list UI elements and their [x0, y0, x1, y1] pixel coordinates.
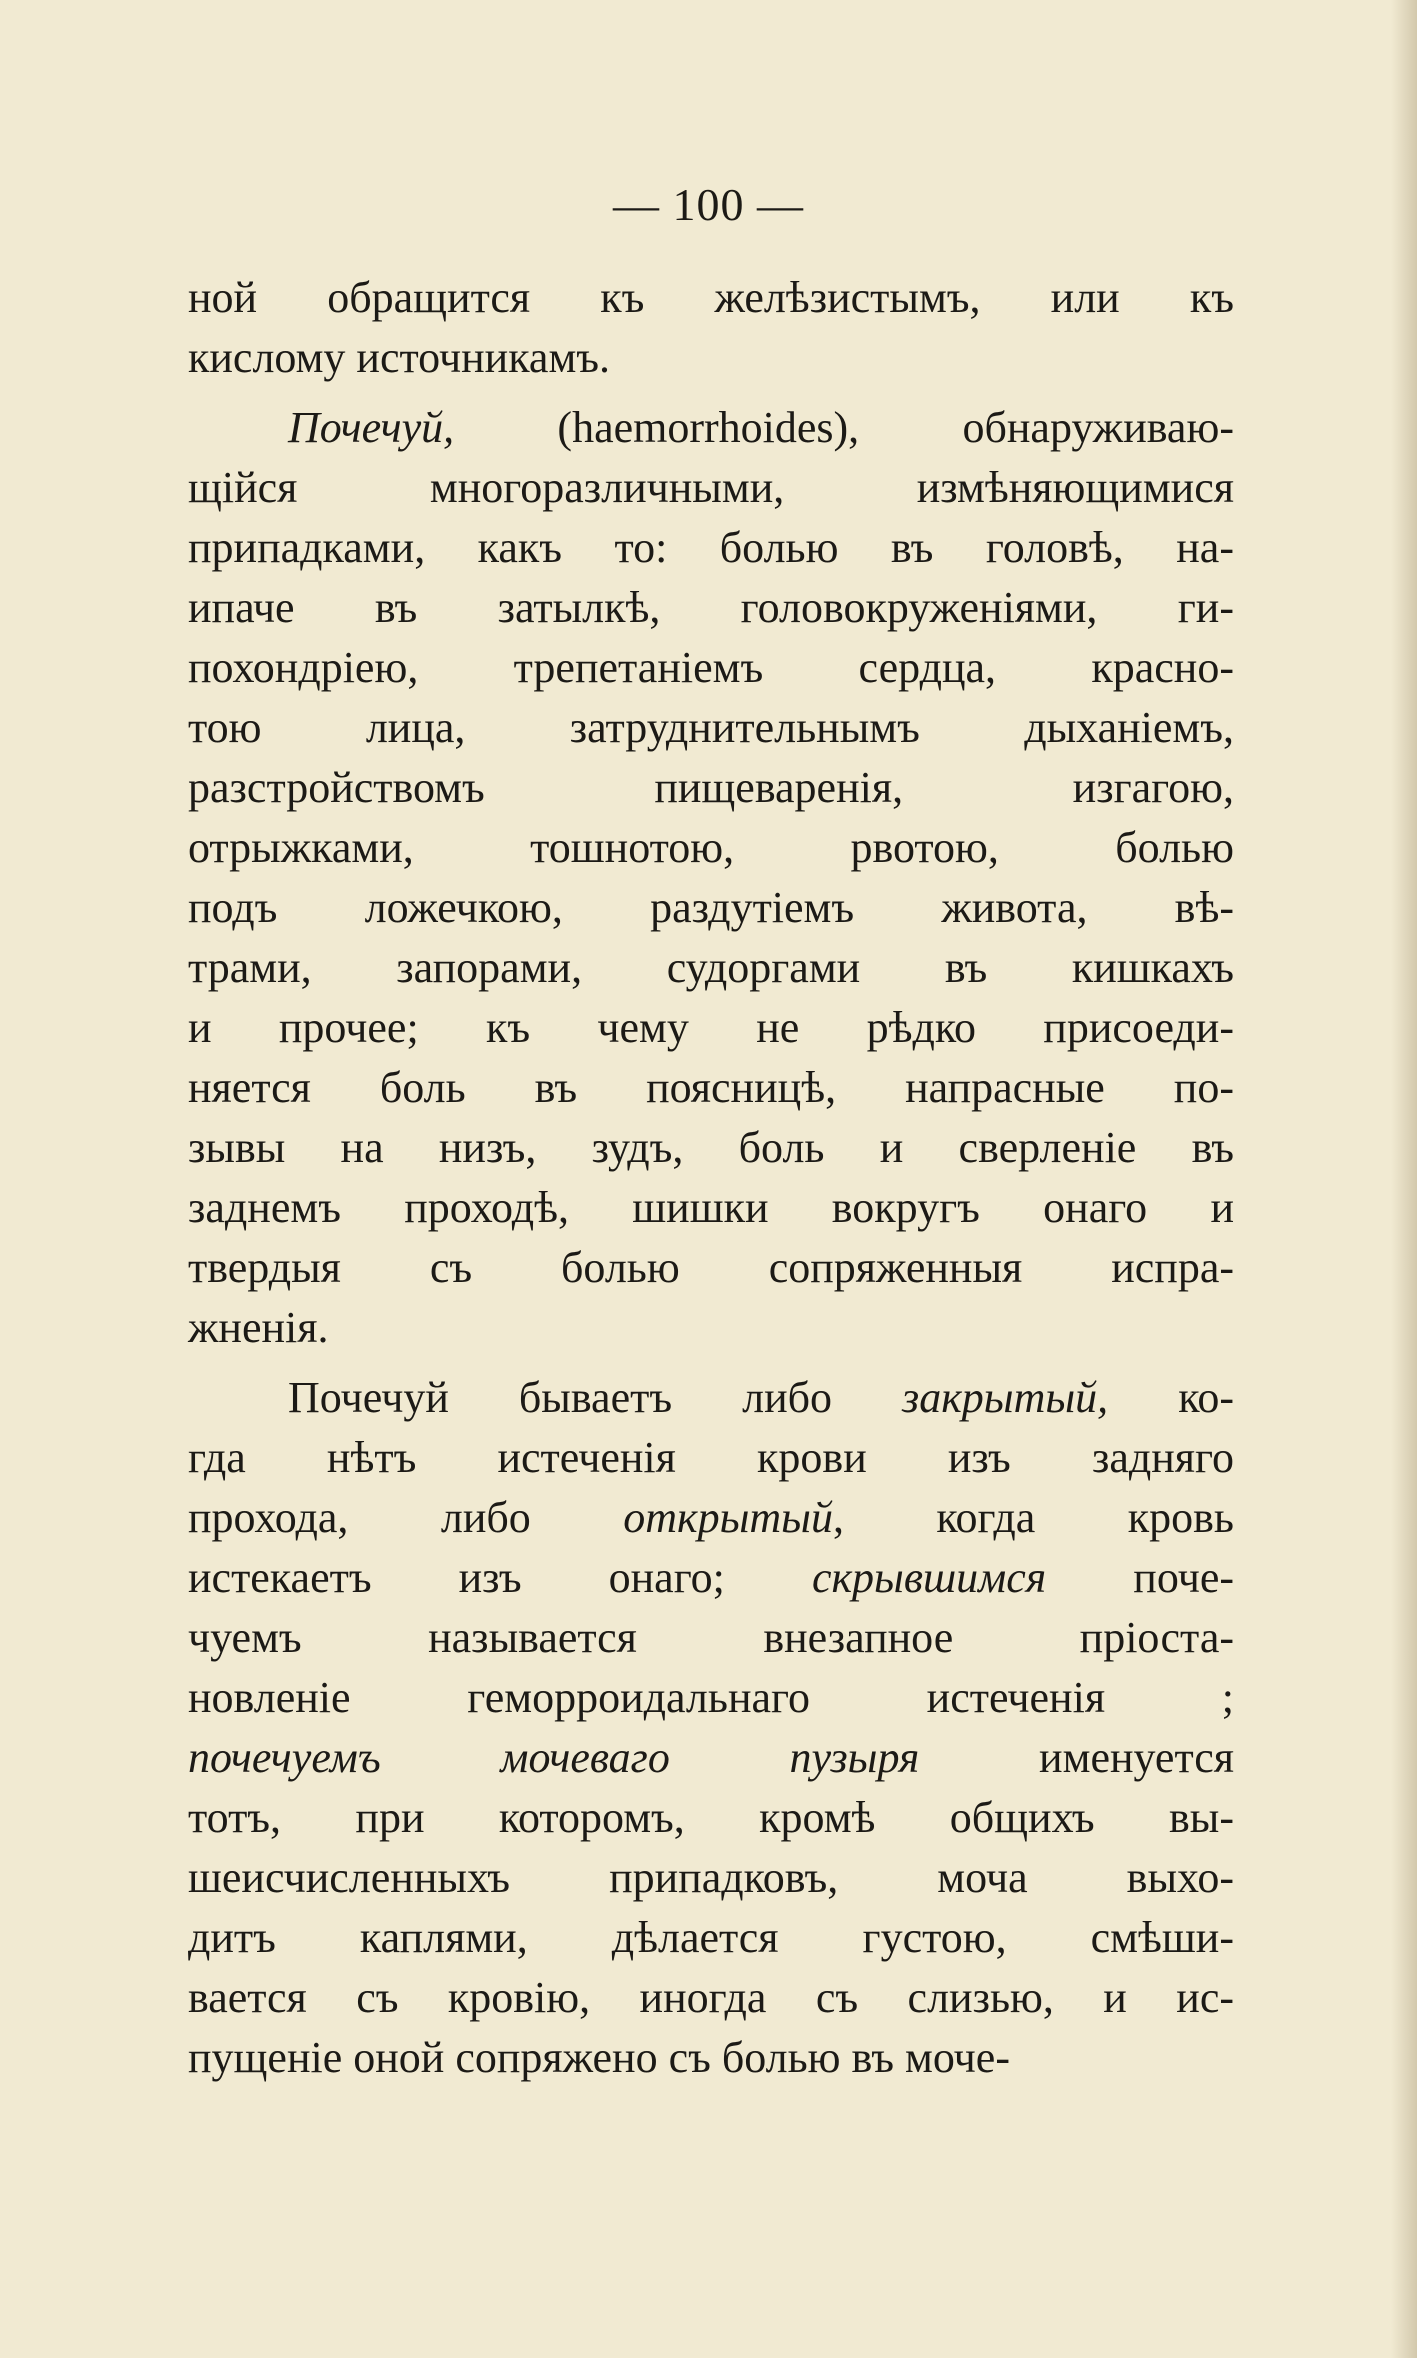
- text-run: разстройствомъ пищеваренія, изгагою,: [188, 763, 1234, 812]
- text-line: [188, 1178, 1234, 1238]
- text-run: жненія.: [188, 1303, 329, 1352]
- text-line: [188, 518, 1234, 578]
- text-run: (haemorrhoides), обнаруживаю-: [454, 403, 1234, 452]
- text-line: [188, 758, 1234, 818]
- text-run: поче-: [1046, 1553, 1235, 1602]
- text-line: [188, 878, 1234, 938]
- text-line: [188, 1908, 1234, 1968]
- text-line: [188, 818, 1234, 878]
- text-run: припадками, какъ то: болью въ головѣ, на-: [188, 523, 1234, 572]
- text-line: [188, 698, 1234, 758]
- text-run: тою лица, затруднительнымъ дыханіемъ,: [188, 703, 1234, 752]
- text-run: именуется: [919, 1733, 1234, 1782]
- text-run: ной обращится къ желѣзистымъ, или къ: [188, 273, 1234, 322]
- text-run: твердыя съ болью сопряженныя испра-: [188, 1243, 1234, 1292]
- text-line: [188, 328, 1234, 388]
- text-run: вается съ кровію, иногда съ слизью, и ис-: [188, 1973, 1234, 2022]
- paragraph: [188, 398, 1234, 1358]
- text-run: тотъ, при которомъ, кромѣ общихъ вы-: [188, 1793, 1234, 1842]
- text-run: пущеніе оной сопряжено съ болью въ моче-: [188, 2033, 1010, 2082]
- text-line: [188, 268, 1234, 328]
- text-run: Почечуй бываетъ либо: [288, 1373, 903, 1422]
- text-line: [188, 1848, 1234, 1908]
- text-line: [188, 1058, 1234, 1118]
- italic-term: открытый: [623, 1493, 833, 1542]
- text-run: подъ ложечкою, раздутіемъ живота, вѣ-: [188, 883, 1234, 932]
- italic-term: Почечуй,: [288, 403, 455, 452]
- text-run: шеисчисленныхъ припадковъ, моча выхо-: [188, 1853, 1234, 1902]
- text-line: [188, 1428, 1234, 1488]
- text-run: отрыжками, тошнотою, рвотою, болью: [188, 823, 1234, 872]
- text-run: заднемъ проходѣ, шишки вокругъ онаго и: [188, 1183, 1234, 1232]
- text-run: трами, запорами, судоргами въ кишкахъ: [188, 943, 1234, 992]
- text-run: и прочее; къ чему не рѣдко присоеди-: [188, 1003, 1234, 1052]
- text-run: кислому источникамъ.: [188, 333, 611, 382]
- italic-term: скрывшимся: [811, 1553, 1047, 1602]
- text-line: [188, 1548, 1234, 1608]
- page-edge-shadow: [1391, 0, 1417, 2358]
- paragraph: [188, 268, 1234, 388]
- text-run: ипаче въ затылкѣ, головокруженіями, ги-: [188, 583, 1234, 632]
- paragraph: [188, 1368, 1234, 2088]
- text-run: чуемъ называется внезапное пріоста-: [188, 1613, 1234, 1662]
- text-line: [188, 638, 1234, 698]
- text-line: [188, 1728, 1234, 1788]
- text-line: [188, 1968, 1234, 2028]
- text-line: [188, 1488, 1234, 1548]
- italic-term: закрытый,: [902, 1373, 1109, 1422]
- text-run: ко-: [1108, 1373, 1234, 1422]
- text-line: [188, 398, 1234, 458]
- text-line: [188, 458, 1234, 518]
- text-run: новленіе геморроидальнаго истеченія ;: [188, 1673, 1234, 1722]
- text-line: [188, 1788, 1234, 1848]
- text-line: [188, 578, 1234, 638]
- text-line: [188, 1668, 1234, 1728]
- text-line: [188, 1298, 1234, 1358]
- text-run: , когда кровь: [832, 1493, 1234, 1542]
- text-line: [188, 938, 1234, 998]
- text-run: прохода, либо: [188, 1493, 624, 1542]
- text-line: [188, 1118, 1234, 1178]
- text-line: [188, 998, 1234, 1058]
- text-line: [188, 1238, 1234, 1298]
- text-run: зывы на низъ, зудъ, боль и сверленіе въ: [188, 1123, 1234, 1172]
- text-line: [188, 1368, 1234, 1428]
- text-line: [188, 1608, 1234, 1668]
- text-run: дитъ каплями, дѣлается густою, смѣши-: [188, 1913, 1234, 1962]
- italic-term: почечуемъ мочеваго пузыря: [188, 1733, 920, 1782]
- text-run: няется боль въ поясницѣ, напрасные по-: [188, 1063, 1234, 1112]
- text-run: гда нѣтъ истеченія крови изъ задняго: [188, 1433, 1234, 1482]
- text-run: похондріею, трепетаніемъ сердца, красно-: [188, 643, 1234, 692]
- page-number: — 100 —: [613, 179, 804, 230]
- text-line: [188, 2028, 1234, 2088]
- text-run: щійся многоразличными, измѣняющимися: [188, 463, 1234, 512]
- text-run: истекаетъ изъ онаго;: [188, 1553, 812, 1602]
- body-text: [188, 268, 1234, 2088]
